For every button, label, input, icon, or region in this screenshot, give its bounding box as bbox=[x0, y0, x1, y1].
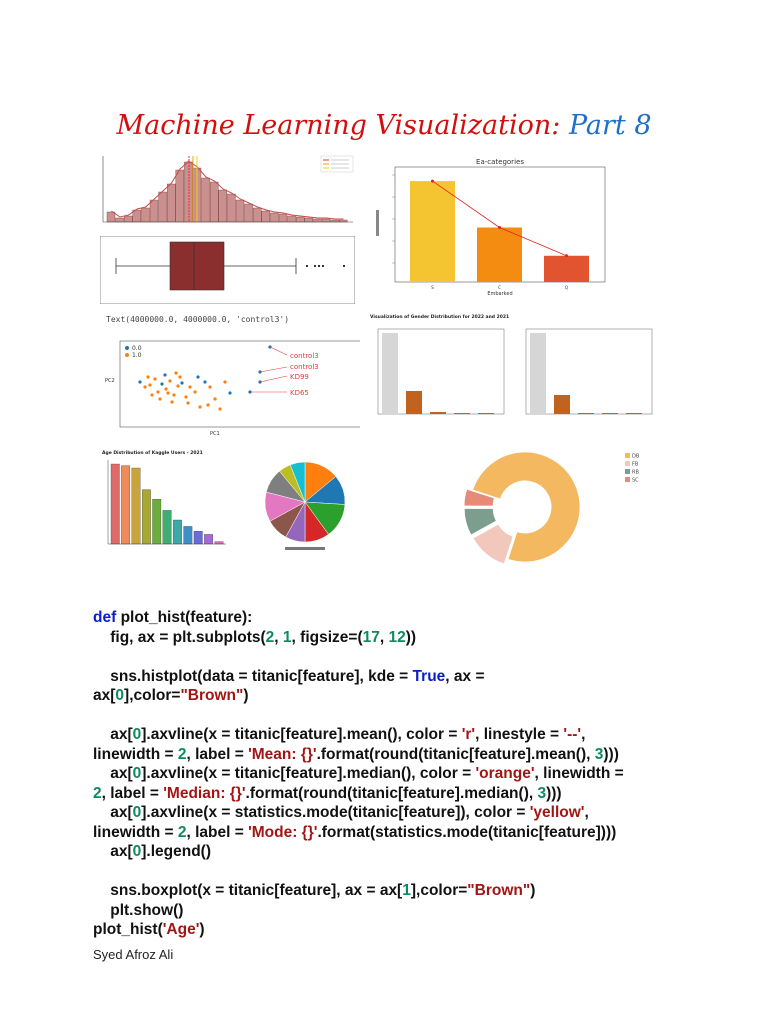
age-bar bbox=[184, 526, 193, 544]
histogram-bar bbox=[116, 218, 124, 222]
pca-label: KD99 bbox=[290, 373, 309, 381]
pca-point bbox=[168, 379, 171, 382]
histogram-bar bbox=[279, 214, 287, 222]
title-part: Part 8 bbox=[568, 110, 652, 141]
histogram-bar bbox=[202, 178, 210, 222]
code-line: fig, ax = plt.subplots(2, 1, figsize=(17, 12)) bbox=[93, 628, 417, 646]
gender-bar bbox=[578, 413, 594, 414]
pca-point bbox=[184, 395, 187, 398]
age-bar bbox=[142, 490, 151, 544]
age-title: Age Distribution of Kaggle Users - 2021 bbox=[102, 451, 203, 456]
pca-point bbox=[163, 373, 166, 376]
age-bar bbox=[132, 468, 140, 544]
title-main: Machine Learning Visualization: bbox=[116, 110, 561, 141]
pie-caption bbox=[285, 547, 325, 550]
embarked-ticks bbox=[431, 285, 568, 290]
histogram-bar bbox=[253, 208, 261, 222]
donut-legend-label: SC bbox=[632, 477, 639, 484]
pca-scatter bbox=[100, 337, 360, 437]
pca-point bbox=[143, 385, 146, 388]
pca-label: KD65 bbox=[290, 389, 309, 397]
embarked-point bbox=[565, 254, 568, 257]
pca-point bbox=[188, 385, 191, 388]
code-line bbox=[93, 706, 693, 726]
histogram-bar bbox=[236, 200, 244, 222]
pca-point bbox=[203, 380, 206, 383]
histogram-bar bbox=[184, 162, 192, 222]
histogram-bar bbox=[227, 194, 235, 222]
bar-chart-ylabel bbox=[376, 210, 379, 236]
donut-chart bbox=[440, 445, 640, 565]
donut-legend-label: FB bbox=[632, 461, 639, 468]
histogram-bar bbox=[141, 208, 149, 222]
gender-bar bbox=[382, 333, 398, 414]
histogram-bar bbox=[150, 200, 158, 222]
boxplot-caption: Text(4000000.0, 4000000.0, 'control3') bbox=[106, 315, 290, 324]
bar-chart-title: Ea-categories bbox=[476, 158, 524, 166]
embarked-bar bbox=[477, 228, 522, 282]
pca-point bbox=[156, 390, 159, 393]
embarked-tick-label: S bbox=[431, 285, 434, 290]
embarked-bar bbox=[410, 181, 455, 282]
age-bar bbox=[215, 542, 224, 544]
pca-point bbox=[146, 375, 149, 378]
pca-point bbox=[172, 393, 175, 396]
gender-panel-2022 bbox=[378, 329, 504, 414]
embarked-bar bbox=[544, 256, 589, 282]
svg-text:0.0: 0.0 bbox=[132, 345, 142, 352]
pca-point bbox=[178, 375, 181, 378]
gender-bar bbox=[530, 333, 546, 414]
gender-panel-2021 bbox=[526, 329, 652, 414]
pca-point bbox=[170, 400, 173, 403]
code-line: plt.show() bbox=[93, 901, 184, 919]
histogram-bar bbox=[296, 217, 304, 222]
pca-point bbox=[150, 393, 153, 396]
histogram-bar bbox=[288, 216, 296, 222]
donut-legend-swatch bbox=[625, 469, 630, 474]
embarked-bar-chart bbox=[370, 155, 615, 300]
code-line: ax[0].axvline(x = titanic[feature].mean(), color = 'r', linestyle = '--', bbox=[93, 726, 586, 743]
gender-bar bbox=[554, 395, 570, 414]
age-bar bbox=[111, 464, 120, 544]
age-bar bbox=[152, 499, 161, 544]
pca-point bbox=[153, 377, 156, 380]
gender-bar bbox=[478, 413, 494, 414]
donut-legend-label: DB bbox=[632, 453, 640, 460]
pca-point bbox=[158, 397, 161, 400]
gender-bar bbox=[626, 413, 642, 414]
pca-point bbox=[138, 380, 141, 383]
donut-legend-swatch bbox=[625, 453, 630, 458]
code-line: sns.boxplot(x = titanic[feature], ax = ax[1],color="Brown") bbox=[93, 882, 536, 899]
histogram-bar bbox=[176, 170, 184, 222]
pca-ylabel: PC2 bbox=[105, 378, 115, 384]
page-title bbox=[0, 110, 768, 141]
code-line: linewidth = 2, label = 'Mean: {}'.format(round(titanic[feature].mean(), 3))) bbox=[93, 745, 619, 763]
pca-point bbox=[180, 381, 183, 384]
histogram-bar bbox=[270, 213, 278, 222]
age-bar bbox=[194, 531, 203, 544]
histogram-bar bbox=[219, 190, 227, 222]
histogram-bar bbox=[210, 182, 218, 222]
pca-point bbox=[206, 403, 209, 406]
svg-text:1.0: 1.0 bbox=[132, 352, 142, 359]
pca-point bbox=[228, 391, 231, 394]
gender-bar bbox=[454, 413, 470, 414]
donut-legend bbox=[625, 453, 640, 484]
code-line: linewidth = 2, label = 'Mode: {}'.format(statistics.mode(titanic[feature]))) bbox=[93, 823, 617, 841]
donut-slices bbox=[464, 452, 580, 564]
age-bar bbox=[204, 534, 213, 544]
pca-point bbox=[196, 375, 199, 378]
pie-slices bbox=[265, 462, 345, 542]
histogram-bar bbox=[245, 204, 253, 222]
pca-xlabel: PC1 bbox=[210, 431, 220, 437]
pca-label: control3 bbox=[290, 352, 319, 360]
donut-legend-swatch bbox=[625, 477, 630, 482]
age-bar bbox=[163, 510, 172, 544]
pca-point bbox=[174, 371, 177, 374]
pca-point bbox=[186, 401, 189, 404]
histogram-bar bbox=[159, 192, 167, 222]
boxplot-figure bbox=[100, 236, 355, 304]
bar-chart-xlabel: Embarked bbox=[487, 291, 513, 297]
pca-point bbox=[148, 383, 151, 386]
histogram-bar bbox=[313, 219, 321, 222]
histogram-bar bbox=[167, 184, 175, 222]
pca-label: control3 bbox=[290, 363, 319, 371]
embarked-tick-label: C bbox=[498, 285, 501, 290]
code-line: ax[0].axvline(x = titanic[feature].median(), color = 'orange', linewidth = bbox=[93, 765, 624, 782]
pca-point bbox=[213, 397, 216, 400]
code-line: ax[0].axvline(x = statistics.mode(titanic[feature]), color = 'yellow', bbox=[93, 804, 589, 821]
gender-title: Visualization of Gender Distribution for 2022 and 2021 bbox=[370, 315, 510, 320]
code-line: def plot_hist(feature): bbox=[93, 609, 253, 626]
age-distribution-chart bbox=[100, 448, 228, 553]
age-bar bbox=[173, 520, 182, 544]
gender-bar bbox=[406, 391, 422, 414]
embarked-tick-label: Q bbox=[564, 285, 569, 290]
gender-bar bbox=[430, 412, 446, 414]
histogram-bar bbox=[262, 211, 270, 222]
pca-point bbox=[198, 405, 201, 408]
pca-point bbox=[208, 385, 211, 388]
boxplot-box bbox=[170, 242, 224, 290]
pca-point bbox=[176, 384, 179, 387]
embarked-point bbox=[431, 180, 434, 183]
pca-point bbox=[164, 387, 167, 390]
pca-point bbox=[160, 382, 163, 385]
age-bar bbox=[121, 466, 129, 544]
code-line: ax[0].legend() bbox=[93, 843, 212, 860]
pca-point bbox=[166, 391, 169, 394]
author-name: Syed Afroz Ali bbox=[93, 947, 174, 962]
histogram-bar bbox=[305, 218, 313, 222]
histogram-bar bbox=[124, 216, 132, 222]
pca-point bbox=[218, 407, 221, 410]
code-line: sns.histplot(data = titanic[feature], kde = True, ax = bbox=[93, 667, 485, 685]
code-block bbox=[93, 608, 693, 940]
pca-point bbox=[223, 380, 226, 383]
histogram-bar bbox=[107, 212, 115, 222]
histogram-bar bbox=[133, 210, 141, 222]
code-line: 2, label = 'Median: {}'.format(round(titanic[feature].median(), 3))) bbox=[93, 784, 562, 802]
age-bars bbox=[111, 464, 223, 544]
donut-legend-swatch bbox=[625, 461, 630, 466]
pca-point bbox=[193, 390, 196, 393]
pie-chart bbox=[255, 455, 355, 555]
gender-bar bbox=[602, 413, 618, 414]
gender-distribution-chart bbox=[368, 311, 668, 423]
code-line bbox=[93, 862, 693, 882]
donut-legend-label: RB bbox=[632, 469, 639, 476]
code-line: ax[0],color="Brown") bbox=[93, 687, 249, 704]
embarked-point bbox=[498, 226, 501, 229]
code-line: plot_hist('Age') bbox=[93, 921, 205, 938]
histogram-bar bbox=[322, 219, 330, 222]
histogram-figure bbox=[93, 152, 358, 230]
code-line bbox=[93, 647, 693, 667]
